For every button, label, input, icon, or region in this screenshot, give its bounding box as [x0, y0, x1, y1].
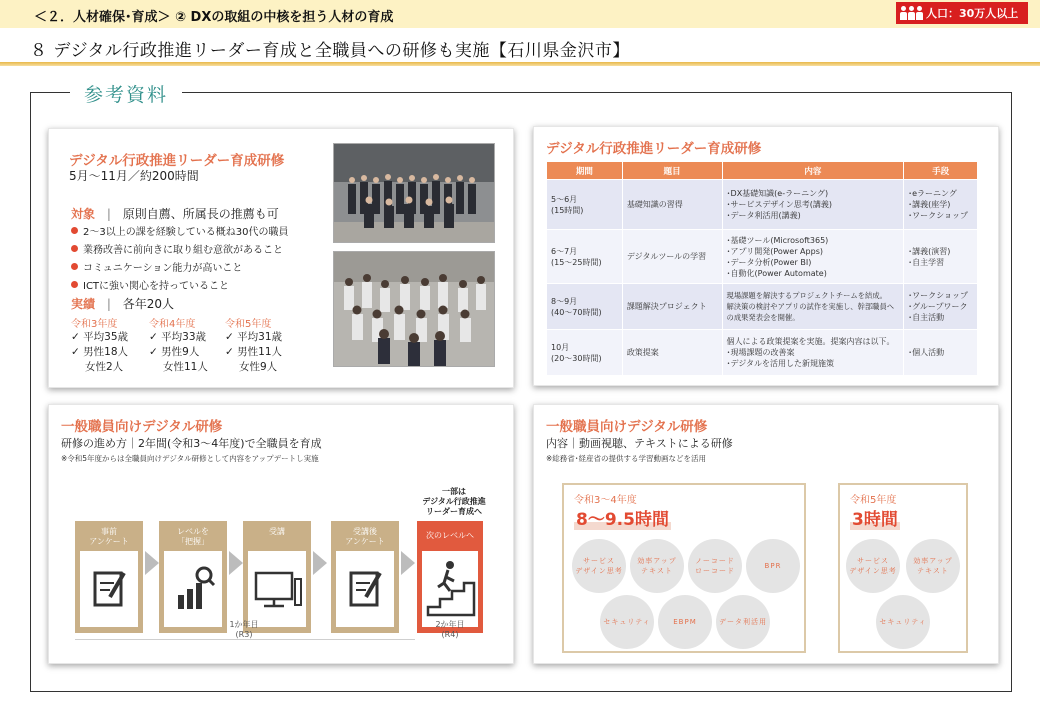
year-stats-r4: 令和4年度 ✓ 平均33歳 ✓ 男性9人 女性11人 — [149, 319, 208, 373]
topic-circle: サービス デザイン思考 — [846, 539, 900, 593]
year2-label: 2か年目 (R4) — [435, 620, 465, 639]
topic-circle: サービス デザイン思考 — [572, 539, 626, 593]
card-subtitle: 研修の進め方｜2年間(令和3～4年度)で全職員を育成 — [61, 437, 322, 450]
criteria-item: 業務改善に前向きに取り組む意欲があること — [71, 241, 288, 256]
table-cell: ･個人活動 — [904, 330, 978, 376]
table-cell: ･DX基礎知識(e-ラーニング) ･サービスデザイン思考(講義) ･データ利活用(講義) — [722, 180, 904, 230]
column-header: 期間 — [547, 162, 623, 180]
table-cell: 現場課題を解決するプロジェクトチームを結成。 解決策の検討やアプリの試作を実施し、幹部職員へ の成果発表会を開催。 — [722, 284, 904, 330]
arrow-icon — [229, 551, 243, 575]
page-title: ８ デジタル行政推進リーダー育成と全職員への研修も実施【石川県金沢市】 — [30, 41, 630, 61]
table-cell: ･eラーニング ･講義(座学) ･ワークショップ — [904, 180, 978, 230]
leader-training-card — [48, 128, 514, 388]
stairs-climber-icon — [422, 551, 478, 627]
table-cell: 課題解決プロジェクト — [622, 284, 722, 330]
table-cell: 基礎知識の習得 — [622, 180, 722, 230]
table-row — [547, 230, 978, 284]
topic-circle: EBPM — [658, 595, 712, 649]
criteria-item: 2～3以上の課を経験している概ね30代の職員 — [71, 223, 288, 238]
table-header-row — [547, 162, 978, 180]
arrow-icon — [313, 551, 327, 575]
step-assess-level: レベルを 「把握」 — [159, 521, 227, 633]
topics-box-r5 — [838, 483, 968, 653]
topic-circle: データ利活用 — [716, 595, 770, 649]
step-post-survey: 受講後 アンケート — [331, 521, 399, 633]
card-title: 一般職員向けデジタル研修 — [61, 419, 223, 435]
people-icon — [900, 6, 923, 20]
box-label: 令和5年度 — [850, 495, 897, 506]
table-cell: 6～7月 (15～25時間) — [547, 230, 623, 284]
table-cell: 8～9月 (40～70時間) — [547, 284, 623, 330]
results-row: 実績 | 各年20人 — [71, 297, 174, 311]
step-next-level: 次のレベルへ — [417, 521, 483, 633]
card-subtitle: 内容｜動画視聴、テキストによる研修 — [546, 437, 733, 450]
table-row — [547, 284, 978, 330]
population-label: 人口：30万人以上 — [926, 7, 1019, 20]
group-photo-formal — [333, 143, 495, 243]
arrow-icon — [145, 551, 159, 575]
leader-curriculum-card — [533, 126, 999, 386]
survey-icon — [336, 551, 394, 627]
population-badge — [896, 2, 1028, 24]
year-stats-r3: 令和3年度 ✓ 平均35歳 ✓ 男性18人 女性2人 — [71, 319, 128, 373]
chapter-heading: ＜２．人材確保･育成＞ ② DXの取組の中核を担う人材の育成 — [34, 10, 394, 25]
table-cell: デジタルツールの学習 — [622, 230, 722, 284]
reference-label: 参考資料 — [70, 80, 182, 107]
general-training-progress-card — [48, 404, 514, 664]
criteria-list — [71, 223, 288, 292]
general-training-content-card — [533, 404, 999, 664]
group-photo-casual — [333, 251, 495, 367]
table-cell: ･ワークショップ ･グループワーク ･自主活動 — [904, 284, 978, 330]
title-divider — [0, 62, 1040, 66]
table-cell: 10月 (20～30時間) — [547, 330, 623, 376]
step-pre-survey: 事前 アンケート — [75, 521, 143, 633]
card-note: ※令和5年度からは全職員向けデジタル研修として内容をアップデートし実施 — [61, 454, 319, 463]
criteria-item: コミュニケーション能力が高いこと — [71, 259, 288, 274]
card-title: デジタル行政推進リーダー育成研修 — [546, 141, 762, 157]
topics-box-r3-r4 — [562, 483, 806, 653]
topic-circle: ノーコード ローコード — [688, 539, 742, 593]
card-title: 一般職員向けデジタル研修 — [546, 419, 708, 435]
topic-circle: セキュリティ — [876, 595, 930, 649]
year-stats-r5: 令和5年度 ✓ 平均31歳 ✓ 男性11人 女性9人 — [225, 319, 282, 373]
table-cell: ･基礎ツール(Microsoft365) ･アプリ開発(Power Apps) ･データ分析(Power BI) ･自動化(Power Automate) — [722, 230, 904, 284]
step-attend: 受講 — [243, 521, 311, 633]
box-hours: 8～9.5時間 — [576, 510, 669, 530]
box-label: 令和3～4年度 — [574, 495, 637, 506]
topic-circle: 効率アップ テキスト — [906, 539, 960, 593]
topic-circle: BPR — [746, 539, 800, 593]
training-period: 5月～11月／約200時間 — [69, 169, 199, 183]
target-row: 対象 | 原則自薦、所属長の推薦も可 — [71, 207, 279, 221]
table-row — [547, 180, 978, 230]
table-row — [547, 330, 978, 376]
table-cell: ･講義(演習) ･自主学習 — [904, 230, 978, 284]
column-header: 手段 — [904, 162, 978, 180]
card-title: デジタル行政推進リーダー育成研修 — [69, 153, 285, 169]
topic-circle: 効率アップ テキスト — [630, 539, 684, 593]
column-header: 題目 — [622, 162, 722, 180]
year1-label: 1か年目 (R3) — [229, 620, 259, 639]
column-header: 内容 — [722, 162, 904, 180]
curriculum-table — [546, 161, 978, 376]
table-cell: 個人による政策提案を実施。提案内容は以下。 ･現場課題の改善案 ･デジタルを活用した新規施策 — [722, 330, 904, 376]
criteria-item: ICTに強い関心を持っていること — [71, 277, 288, 292]
survey-icon — [80, 551, 138, 627]
box-hours: 3時間 — [852, 510, 898, 530]
callout-text: 一部は デジタル行政推進 リーダー育成へ — [422, 487, 486, 516]
arrow-icon — [401, 551, 415, 575]
topic-circle: セキュリティ — [600, 595, 654, 649]
computer-icon — [248, 551, 306, 627]
table-cell: 5～6月 (15時間) — [547, 180, 623, 230]
analysis-icon — [164, 551, 222, 627]
table-cell: 政策提案 — [622, 330, 722, 376]
timeline-line — [75, 639, 415, 640]
card-note: ※総務省･経産省の提供する学習動画などを活用 — [546, 454, 707, 463]
